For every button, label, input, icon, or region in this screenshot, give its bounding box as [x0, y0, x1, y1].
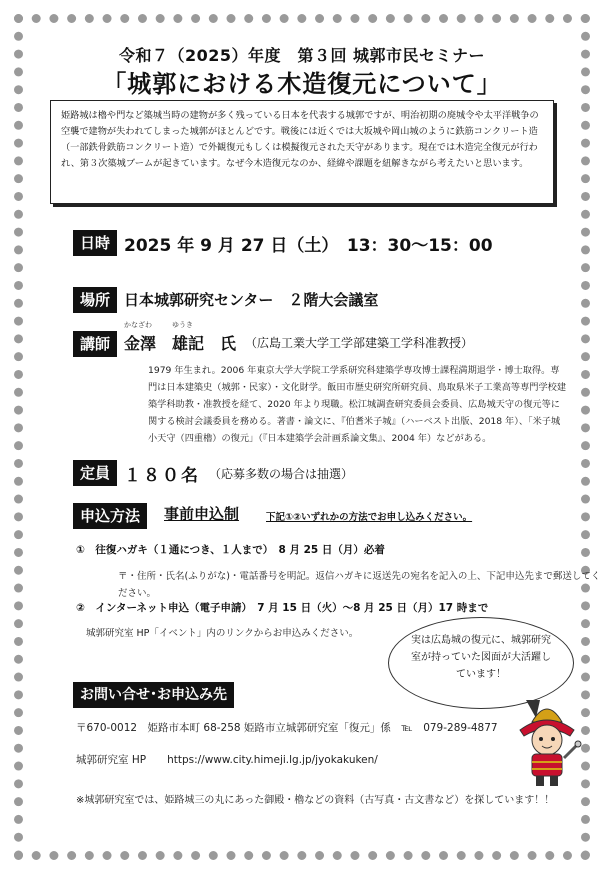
venue-value: 日本城郭研究センター ２階大会議室 — [124, 291, 379, 309]
apply-option2-title: ② インターネット申込（電子申請） 7 月 15 日（火）〜8 月 25 日（月）17 時まで — [76, 602, 489, 614]
apply-option1-detail: 〒・住所・氏名(ふりがな)・電話番号を明記。返信ハガキに返送先の宛名を記入の上、下記申込先まで郵送してください。 — [118, 571, 601, 599]
venue-label: 場所 — [73, 287, 117, 313]
apply-label: 申込方法 — [73, 503, 147, 529]
lecturer-bio: 1979 年生まれ。2006 年東京大学大学院工学系研究科建築学専攻博士課程満期退学・博士取得。専門は日本建築史（城郭・民家）・文化財学。飯田市歴史研究所研究員、鳥取県米子工業高等専門学校建築学科助教・准教授を経て、2020 年より現職。松江城調査研究委員会委員、広島城天守の復元等に関する検討会議委員を務める。著書・論文に、『伯耆米子城』（ハーベスト出版、2018 年）、「米子城小天守（四重櫓）の復元」（『日本建築学会計画系論文集』、2004 年）などがある。 — [148, 365, 567, 444]
lecturer-name: 金澤 雄記 氏 — [124, 334, 237, 353]
footer-note: ※城郭研究室では、姫路城三の丸にあった御殿・櫓などの資料（古写真・古文書など）を探しています！！ — [76, 795, 555, 806]
apply-instruction: 下記①②いずれかの方法でお申し込みください。 — [266, 512, 473, 523]
lecturer-affiliation: （広島工業大学工学部建築工学科准教授） — [245, 336, 474, 350]
speech-bubble — [388, 617, 574, 709]
capacity-label: 定員 — [73, 460, 117, 486]
contact-address: 〒670-0012 姫路市本町 68-258 姫路市立城郭研究室「復元」係 ℡ 079-289-4877 — [76, 722, 498, 734]
series-title: 令和７（2025）年度 第３回 城郭市民セミナー — [118, 46, 486, 65]
datetime-label: 日時 — [73, 230, 117, 256]
samurai-mascot-icon — [512, 700, 582, 788]
contact-label: お問い合せ･お申込み先 — [73, 682, 234, 708]
capacity-value: １８０名 — [124, 466, 200, 486]
capacity-note: （応募多数の場合は抽選） — [209, 467, 354, 481]
datetime-value: 2025 年 9 月 27 日（土） 13：30〜15：00 — [124, 236, 493, 256]
lecturer-given-ruby: ゆうき — [172, 321, 193, 329]
lecturer-surname-ruby: かなざわ — [124, 321, 152, 329]
page-title: 「城郭における木造復元について」 — [102, 70, 502, 98]
lecturer-label: 講師 — [73, 331, 117, 357]
apply-option1-title: ① 往復ハガキ（１通につき、１人まで） 8 月 25 日（月）必着 — [76, 544, 385, 556]
apply-method: 事前申込制 — [164, 505, 240, 523]
apply-option2-detail: 城郭研究室 HP「イベント」内のリンクからお申込みください。 — [86, 628, 359, 639]
speech-bubble-text: 実は広島城の復元に、城郭研究室が持っていた図面が大活躍しています！ — [411, 635, 551, 680]
intro-text: 姫路城は櫓や門など築城当時の建物が多く残っている日本を代表する城郭ですが、明治初期の廃城令や太平洋戦争の空襲で建物が失われてしまった城郭がほとんどです。戦後には近くでは大坂城や岡山城のように鉄筋コンクリート造（一部鉄骨鉄筋コンクリート造）で外観復元もしくは模擬復元された天守があります。現在では木造完全復元が行われ、第３次築城ブームが起きています。なぜ今木造復元なのか、経緯や課題を紐解きながら考えたいと思います。 — [61, 110, 539, 169]
intro-box — [50, 100, 554, 204]
contact-hp[interactable]: 城郭研究室 HP https://www.city.himeji.lg.jp/jyokakuken/ — [76, 754, 378, 766]
